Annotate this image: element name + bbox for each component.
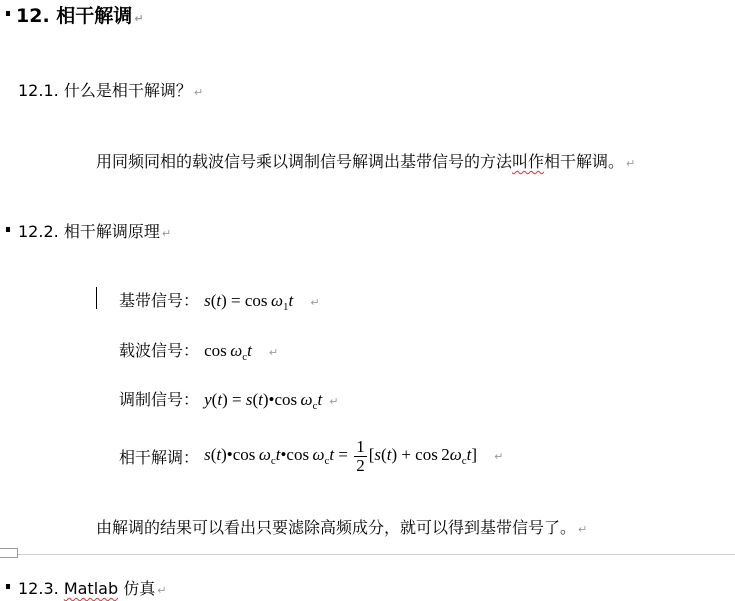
section-title: 什么是相干解调？ <box>63 81 192 100</box>
definition-text-end: 相干解调。 <box>544 152 625 171</box>
modulated-equation: y(t) = s(t)•cos $\omega_ct$ <box>204 390 323 412</box>
page-break-line <box>0 554 735 555</box>
section-title: 相干解调原理 <box>63 222 160 241</box>
heading-bullet <box>6 584 10 589</box>
section-number: 12.2. <box>18 222 59 241</box>
conclusion-paragraph[interactable] <box>96 515 587 538</box>
section-number: 12. <box>16 5 50 27</box>
carrier-signal-line[interactable] <box>119 338 278 361</box>
section-break-marker <box>0 548 18 558</box>
heading-bullet <box>6 227 10 232</box>
modulated-signal-line[interactable] <box>119 387 338 410</box>
section-12-2-heading[interactable] <box>18 219 171 242</box>
section-12-3-heading[interactable] <box>18 576 166 599</box>
demodulation-equation: s(t)•cos $\omega_ct•\cos$ $\omega_ct$ = $\frac{1}{2}$ $[s(t) + \cos 2\omega_ct]$ <box>204 437 478 475</box>
heading-bullet <box>6 11 10 16</box>
paragraph-mark: ↵ <box>329 395 339 408</box>
paragraph-mark: ↵ <box>193 86 204 99</box>
item-label: 载波信号： <box>119 341 200 360</box>
text-cursor <box>96 287 97 309</box>
paragraph-mark: ↵ <box>494 450 504 463</box>
baseband-equation: $s(t) = \cos \omega_1t$ <box>204 291 294 313</box>
paragraph-mark: ↵ <box>268 346 279 359</box>
item-label: 基带信号： <box>119 291 200 310</box>
section-number: 12.1. <box>18 81 59 100</box>
paragraph-mark: ↵ <box>157 584 167 597</box>
spellcheck-flagged-word[interactable]: Matlab <box>63 579 119 598</box>
spellcheck-flagged-word[interactable]: 叫作 <box>512 152 545 171</box>
paragraph-mark: ↵ <box>310 296 320 309</box>
baseband-signal-line[interactable] <box>119 288 320 311</box>
conclusion-text: 由解调的结果可以看出只要滤除高频成分，就可以得到基带信号了。 <box>96 518 577 537</box>
paragraph-mark: ↵ <box>578 523 588 536</box>
definition-paragraph[interactable] <box>96 149 635 172</box>
section-12-1-heading[interactable] <box>18 78 203 101</box>
section-number: 12.3. <box>18 579 59 598</box>
coherent-demodulation-line[interactable] <box>119 438 503 475</box>
section-title: 仿真 <box>118 579 156 598</box>
item-label: 调制信号： <box>119 390 200 409</box>
one-half-fraction: $\frac{1}{2}$ <box>356 437 365 475</box>
section-title: 相干解调 <box>56 5 133 27</box>
section-12-heading[interactable] <box>16 1 144 28</box>
paragraph-mark: ↵ <box>134 12 144 25</box>
item-label: 相干解调： <box>119 448 200 467</box>
definition-text: 用同频同相的载波信号乘以调制信号解调出基带信号的方法 <box>96 152 513 171</box>
carrier-equation: $\cos \omega_ct$ <box>204 341 252 363</box>
paragraph-mark: ↵ <box>626 157 636 170</box>
paragraph-mark: ↵ <box>161 227 172 240</box>
